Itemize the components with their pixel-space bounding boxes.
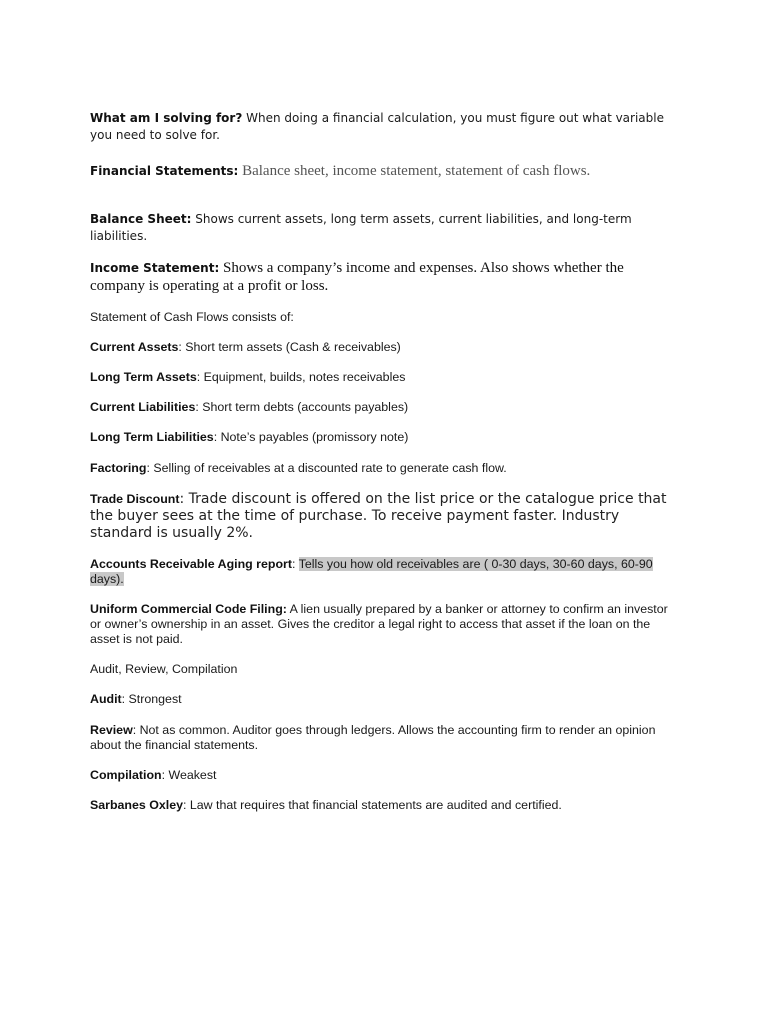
paragraph-trade-discount	[90, 491, 680, 542]
paragraph-balance-sheet	[90, 211, 680, 245]
term-label: Long Term Liabilities	[90, 430, 214, 444]
definition-text: When doing a financial calculation, you must figure out what variable you need to solve for.	[90, 111, 664, 142]
term-label: Uniform Commercial Code Filing:	[90, 602, 287, 616]
paragraph-sarbanes-oxley	[90, 798, 680, 813]
definition-text: : Trade discount is offered on the list price or the catalogue price that the buyer sees at the time of purchase. To receive payment faster. Industry standard is usually 2%.	[90, 491, 667, 541]
definition-text: : Equipment, builds, notes receivables	[196, 370, 406, 384]
paragraph-review	[90, 723, 680, 753]
paragraph-long-term-assets	[90, 370, 680, 385]
term-label: Review	[90, 723, 133, 737]
definition-text: Shows current assets, long term assets, current liabilities, and long-term liabilities.	[90, 212, 632, 243]
definition-text: : Weakest	[161, 768, 217, 782]
paragraph-current-liabilities	[90, 400, 680, 415]
paragraph-long-term-liabilities	[90, 430, 680, 445]
term-label: Current Liabilities	[90, 400, 196, 414]
definition-text: A lien usually prepared by a banker or attorney to confirm an investor or owner’s ownership in an asset. Gives the creditor a legal right to access that asset if the loan on the asset is not paid.	[90, 602, 668, 646]
paragraph-audit-review-compilation	[90, 662, 680, 677]
term-label: Sarbanes Oxley	[90, 798, 183, 812]
definition-text: : Note’s payables (promissory note)	[213, 430, 409, 444]
heading-text: Audit, Review, Compilation	[90, 662, 238, 676]
paragraph-cash-flows-intro	[90, 310, 680, 325]
intro-text: Statement of Cash Flows consists of:	[90, 310, 294, 324]
term-label: Factoring	[90, 461, 147, 475]
paragraph-financial-statements	[90, 163, 680, 180]
term-label: Accounts Receivable Aging report	[90, 557, 292, 571]
highlighted-definition-text: Tells you how old receivables are ( 0-30 days, 30-60 days, 60-90 days).	[90, 557, 653, 586]
term-label: Financial Statements:	[90, 164, 239, 178]
term-label: Balance Sheet:	[90, 212, 192, 226]
paragraph-current-assets	[90, 340, 680, 355]
definition-text: Balance sheet, income statement, statement of cash flows.	[238, 163, 591, 179]
term-label: Income Statement:	[90, 261, 220, 275]
term-label: Audit	[90, 692, 122, 706]
paragraph-ucc-filing	[90, 602, 680, 647]
definition-text: : Not as common. Auditor goes through ledgers. Allows the accounting firm to render an opinion about the financial statements.	[90, 723, 656, 752]
definition-text: Shows a company’s income and expenses. Also shows whether the company is operating at a profit or loss.	[90, 260, 624, 294]
paragraph-compilation	[90, 768, 680, 783]
definition-text: : Short term assets (Cash & receivables)	[178, 340, 401, 354]
term-label: Trade Discount	[90, 492, 180, 506]
paragraph-aging-report	[90, 557, 680, 587]
term-label: What am I solving for?	[90, 111, 243, 125]
definition-text: : Strongest	[121, 692, 182, 706]
definition-text: : Short term debts (accounts payables)	[195, 400, 409, 414]
label-separator: :	[291, 557, 299, 571]
definition-text: : Selling of receivables at a discounted rate to generate cash flow.	[146, 461, 507, 475]
paragraph-factoring	[90, 461, 680, 476]
term-label: Long Term Assets	[90, 370, 197, 384]
definition-text: : Law that requires that financial statements are audited and certified.	[182, 798, 562, 812]
term-label: Compilation	[90, 768, 162, 782]
term-label: Current Assets	[90, 340, 179, 354]
paragraph-solving	[90, 110, 680, 144]
paragraph-audit	[90, 692, 680, 707]
paragraph-income-statement	[90, 259, 680, 295]
